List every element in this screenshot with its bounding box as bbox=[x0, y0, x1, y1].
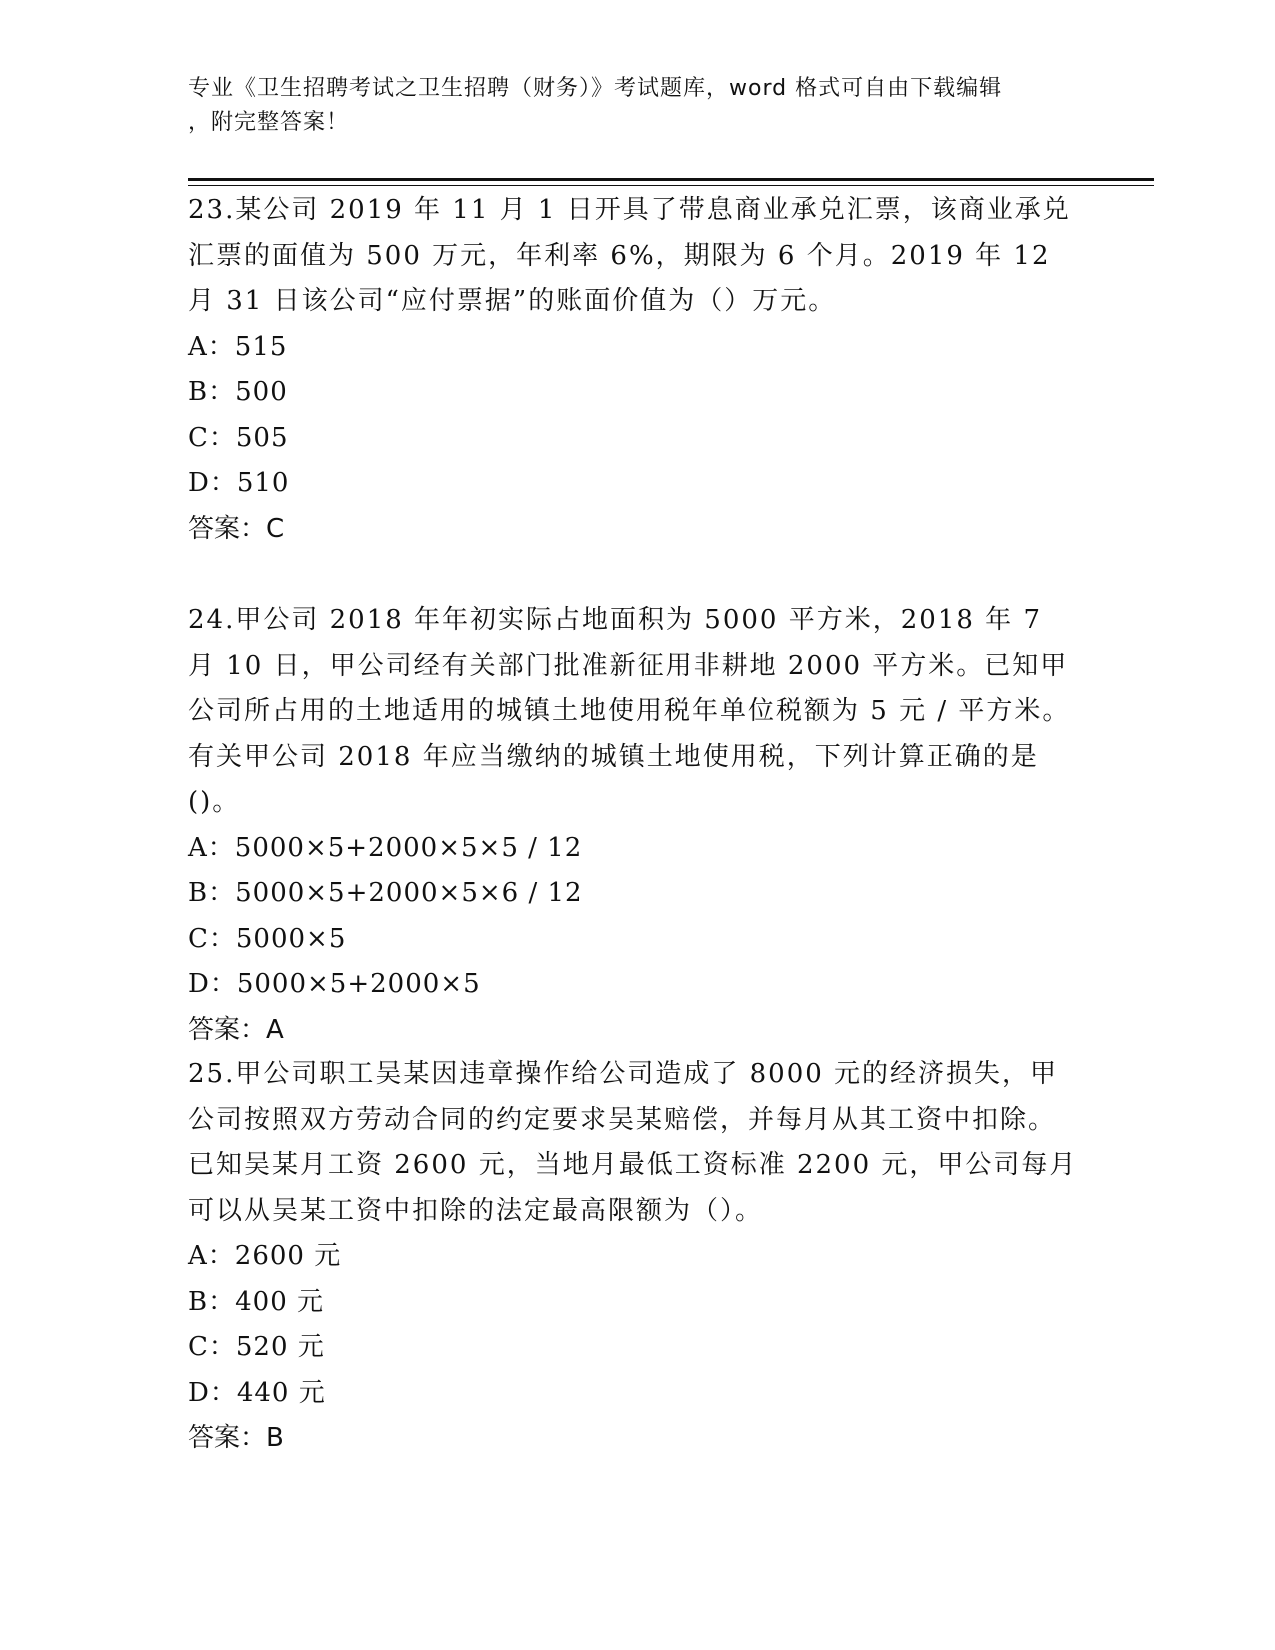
option-a: A：5000×5+2000×5×5 / 12 bbox=[188, 832, 583, 863]
question-25 bbox=[188, 1052, 1078, 1462]
header-rule-thick bbox=[188, 178, 1154, 181]
option-a: A：2600 元 bbox=[188, 1241, 342, 1271]
option-d: D：440 元 bbox=[188, 1377, 326, 1408]
answer-label: 答案：B bbox=[188, 1423, 284, 1453]
option-d: D：510 bbox=[188, 468, 290, 498]
option-c: C：505 bbox=[188, 422, 289, 453]
document-header: 专业《卫生招聘考试之卫生招聘（财务）》考试题库，word 格式可自由下载编辑 ，附完整答案！ bbox=[188, 76, 1003, 135]
question-stem: 25.甲公司职工吴某因违章操作给公司造成了 8000 元的经济损失，甲公司按照双方劳动合同的约定要求吴某赔偿，并每月从其工资中扣除。已知吴某月工资 2600 元，当地月最低工资标准 2200 元，甲公司每月可以从吴某工资中扣除的法定最高限额为（）。 bbox=[188, 1059, 1078, 1226]
option-b: B：400 元 bbox=[188, 1286, 324, 1317]
question-stem: 24.甲公司 2018 年年初实际占地面积为 5000 平方米，2018 年 7 月 10 日，甲公司经有关部门批准新征用非耕地 2000 平方米。已知甲公司所占用的土地适用的城镇土地使用税年单位税额为 5 元 / 平方米。有关甲公司 2018 年应当缴纳的城镇土地使用税，下列计算正确的是()。 bbox=[188, 605, 1071, 817]
question-23 bbox=[188, 188, 1078, 552]
question-stem: 23.某公司 2019 年 11 月 1 日开具了带息商业承兑汇票，该商业承兑汇票的面值为 500 万元，年利率 6%，期限为 6 个月。2019 年 12 月 31 日该公司“应付票据”的账面价值为（）万元。 bbox=[188, 195, 1071, 316]
option-d: D：5000×5+2000×5 bbox=[188, 969, 481, 999]
answer-label: 答案：C bbox=[188, 513, 285, 544]
option-b: B：500 bbox=[188, 377, 288, 407]
option-b: B：5000×5+2000×5×6 / 12 bbox=[188, 878, 583, 908]
header-rule-thin bbox=[188, 185, 1154, 186]
option-c: C：5000×5 bbox=[188, 923, 347, 954]
question-24 bbox=[188, 598, 1078, 1053]
option-a: A：515 bbox=[188, 331, 288, 362]
answer-label: 答案：A bbox=[188, 1014, 284, 1045]
option-c: C：520 元 bbox=[188, 1332, 325, 1362]
